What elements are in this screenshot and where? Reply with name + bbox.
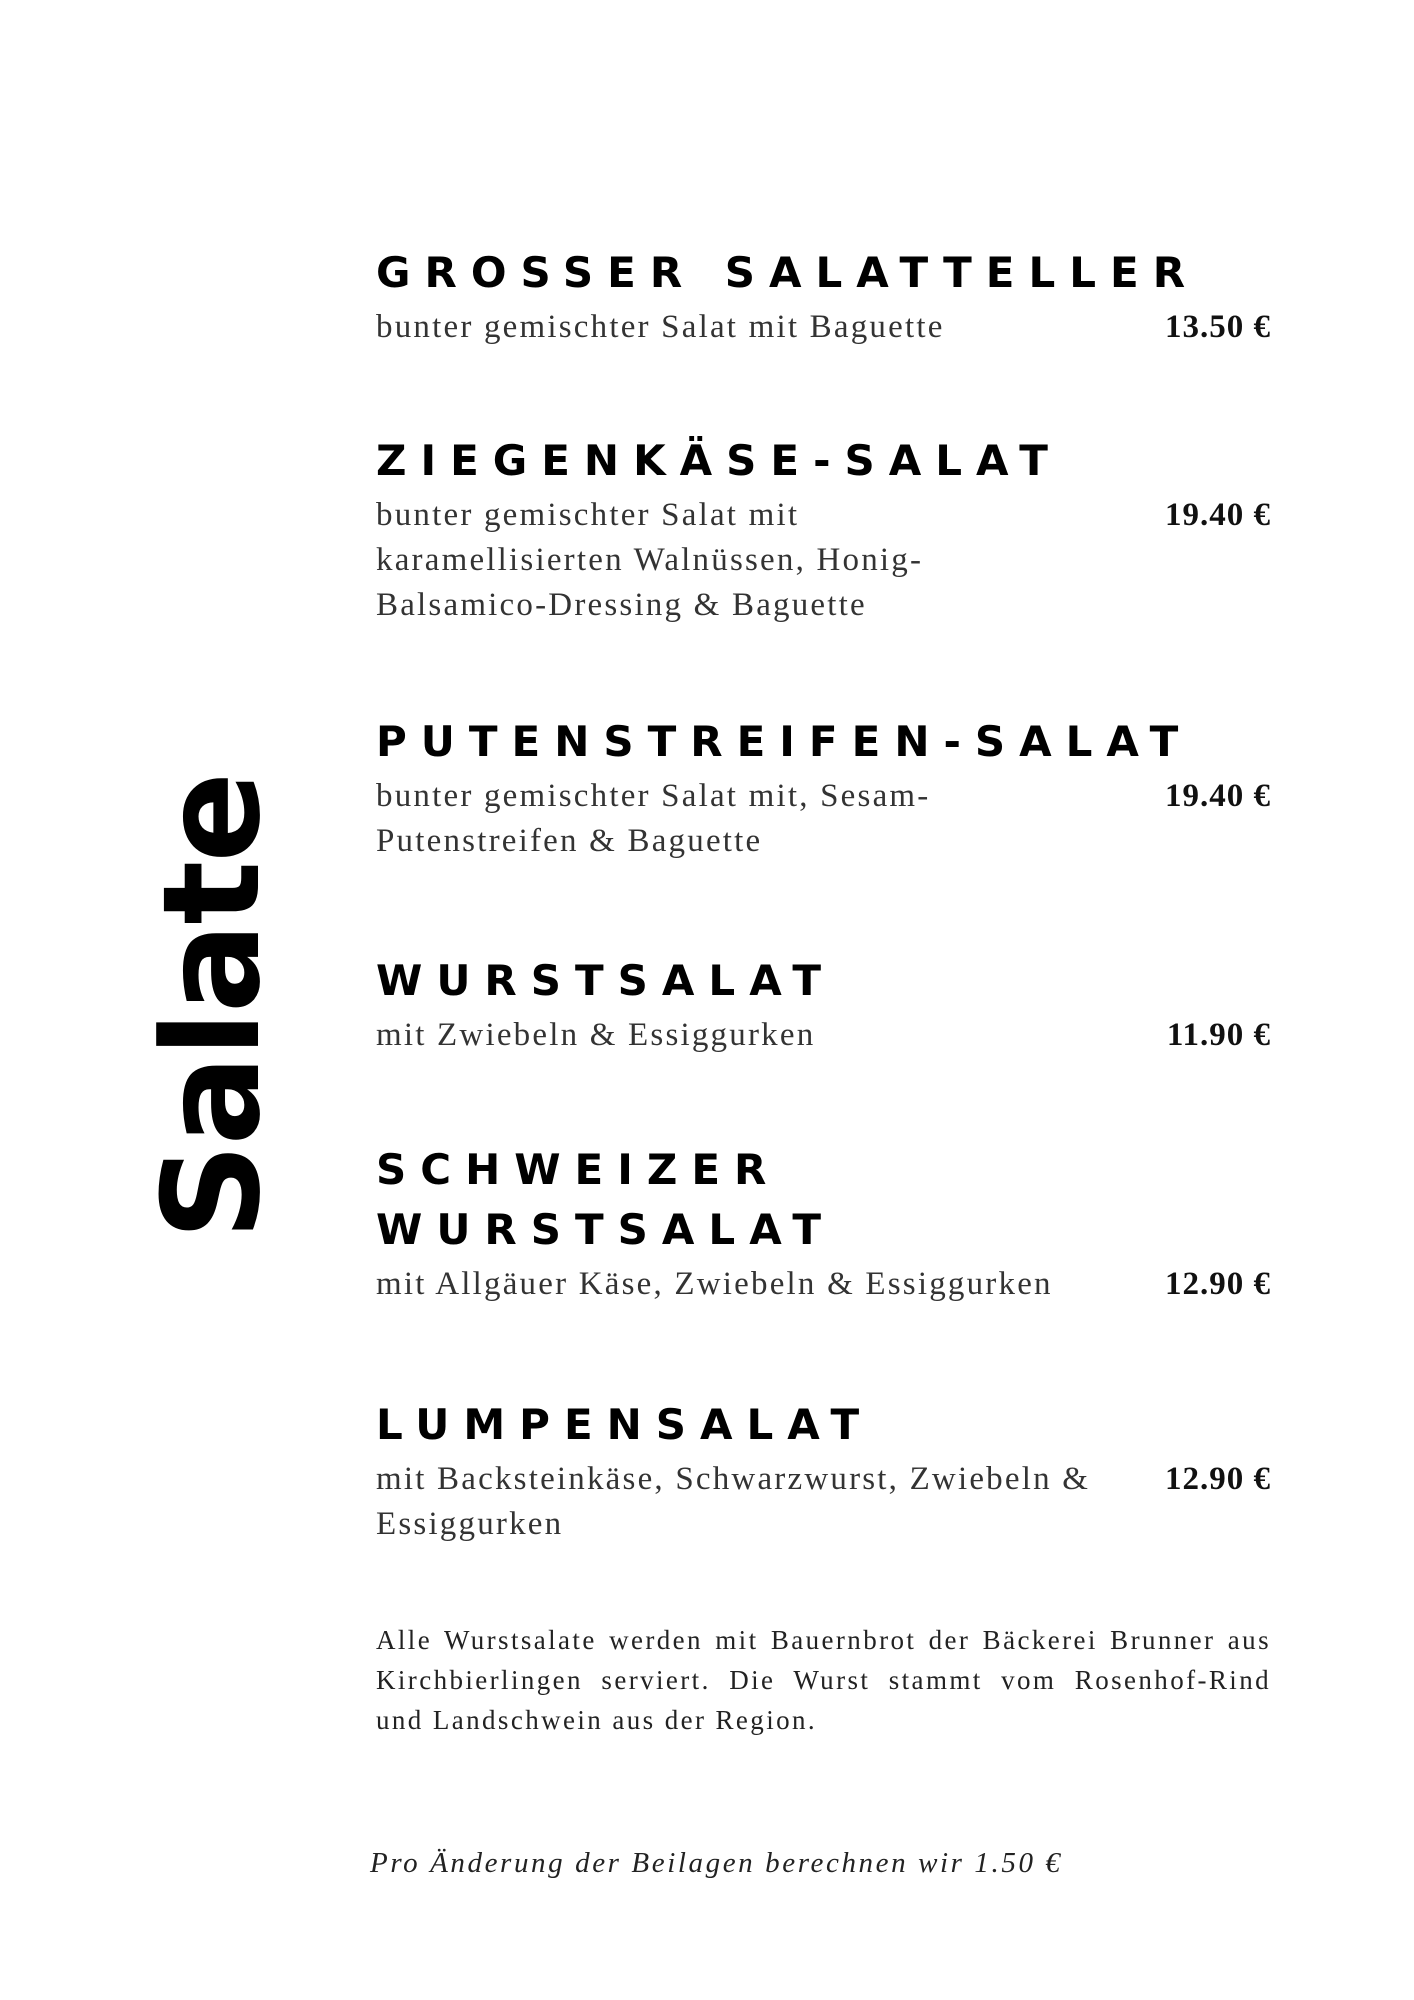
menu-item-lumpensalat (376, 1395, 1271, 1547)
section-title: Salate (134, 773, 290, 1240)
menu-item-schweizer-wurstsalat (376, 1140, 1271, 1307)
item-name: GROSSER SALATTELLER (376, 248, 1200, 297)
item-row (376, 1262, 1271, 1307)
item-description: mit Zwiebeln & Essiggurken (376, 1017, 816, 1053)
item-price: 19.40 € (1165, 497, 1271, 533)
item-price: 19.40 € (1165, 778, 1271, 814)
item-name: ZIEGENKÄSE-SALAT (376, 436, 1062, 485)
item-row (376, 1457, 1271, 1547)
item-name: PUTENSTREIFEN-SALAT (376, 717, 1193, 766)
item-description: bunter gemischter Salat mit karamellisierten Walnüssen, Honig-Balsamico-Dressing & Baguette (376, 497, 924, 623)
item-description: mit Backsteinkäse, Schwarzwurst, Zwiebeln & Essiggurken (376, 1461, 1091, 1542)
item-price: 12.90 € (1165, 1461, 1271, 1497)
item-row (376, 774, 1271, 864)
item-description: bunter gemischter Salat mit, Sesam-Putenstreifen & Baguette (376, 778, 931, 859)
item-row (376, 493, 1271, 628)
item-name: WURSTSALAT (376, 956, 836, 1005)
menu-item-grosser-salatteller (376, 243, 1271, 350)
wurstsalat-note: Alle Wurstsalate werden mit Bauernbrot der Bäckerei Brunner aus Kirchbierlingen serviert. Die Wurst stammt vom Rosenhof-Rind und Landschwein aus der Region. (376, 1625, 1271, 1735)
item-name: LUMPENSALAT (376, 1400, 874, 1449)
item-row (376, 305, 1271, 350)
item-row (376, 1013, 1271, 1058)
menu-item-ziegenkaese-salat (376, 431, 1271, 628)
item-price: 12.90 € (1165, 1266, 1271, 1302)
item-price: 11.90 € (1166, 1017, 1271, 1053)
menu-item-putenstreifen-salat (376, 712, 1271, 864)
menu-item-wurstsalat (376, 951, 1271, 1058)
item-price: 13.50 € (1165, 309, 1271, 345)
item-description: mit Allgäuer Käse, Zwiebeln & Essiggurken (376, 1266, 1053, 1302)
item-description: bunter gemischter Salat mit Baguette (376, 309, 945, 345)
footer-note: Pro Änderung der Beilagen berechnen wir 1.50 € (370, 1847, 1063, 1879)
item-name: SCHWEIZER WURSTSALAT (376, 1145, 836, 1254)
